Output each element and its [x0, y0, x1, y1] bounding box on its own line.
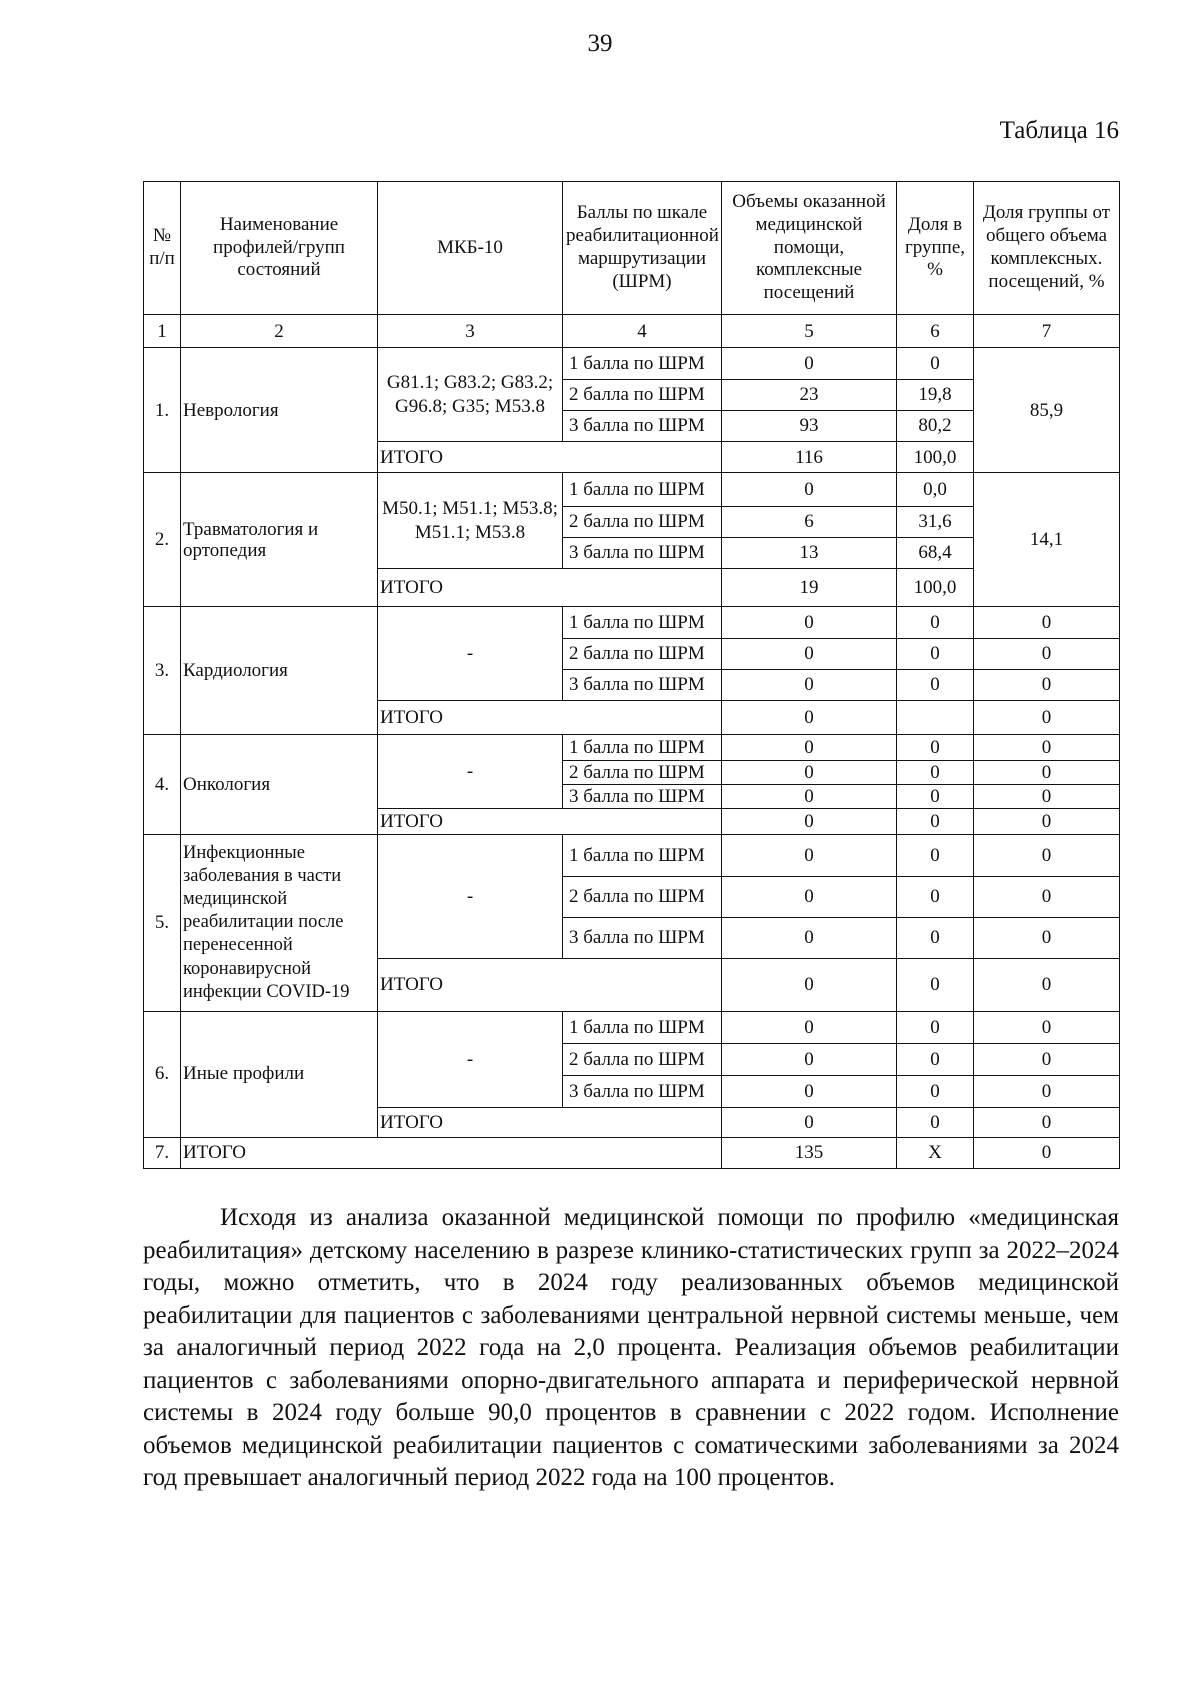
grand-total-number: 7. — [144, 1137, 181, 1168]
group-share-value: 0 — [974, 669, 1120, 700]
page-number: 39 — [587, 30, 613, 57]
column-number: 3 — [378, 315, 563, 348]
volume-value: 0 — [722, 735, 897, 760]
grand-total-share: X — [897, 1137, 974, 1168]
group-share-value: 0 — [974, 735, 1120, 760]
column-number: 7 — [974, 315, 1120, 348]
share-value: 0 — [897, 1011, 974, 1043]
total-label: ИТОГО — [378, 959, 722, 1011]
shrm-score: 1 балла по ШРМ — [563, 835, 722, 876]
header-mkb: МКБ-10 — [378, 182, 563, 315]
share-total: 100,0 — [897, 442, 974, 473]
shrm-score: 1 балла по ШРМ — [563, 473, 722, 506]
share-total: 0 — [897, 959, 974, 1011]
table-row — [144, 1011, 1120, 1043]
volume-total: 0 — [722, 1108, 897, 1137]
share-value: 0 — [897, 638, 974, 669]
volume-total: 116 — [722, 442, 897, 473]
volume-value: 0 — [722, 473, 897, 506]
group-number: 1. — [144, 348, 181, 473]
volume-value: 0 — [722, 669, 897, 700]
group-share-value: 0 — [974, 784, 1120, 808]
group-share-total: 0 — [974, 959, 1120, 1011]
shrm-score: 2 балла по ШРМ — [563, 379, 722, 410]
shrm-score: 1 балла по ШРМ — [563, 1011, 722, 1043]
group-number: 4. — [144, 735, 181, 835]
mkb-codes: - — [378, 1011, 563, 1108]
shrm-score: 1 балла по ШРМ — [563, 348, 722, 379]
group-share-total: 0 — [974, 1108, 1120, 1137]
share-value: 0 — [897, 1076, 974, 1108]
share-value: 0 — [897, 348, 974, 379]
mkb-codes: - — [378, 735, 563, 809]
mkb-codes: M50.1; M51.1; M53.8; M51.1; M53.8 — [378, 473, 563, 569]
header-shrm: Баллы по шкале реабилитационной маршрутизации (ШРМ) — [563, 182, 722, 315]
share-value: 0,0 — [897, 473, 974, 506]
volume-value: 0 — [722, 876, 897, 917]
share-value: 19,8 — [897, 379, 974, 410]
volume-value: 0 — [722, 348, 897, 379]
share-value: 0 — [897, 760, 974, 784]
volume-value: 0 — [722, 1011, 897, 1043]
group-share-value: 0 — [974, 835, 1120, 876]
total-label: ИТОГО — [378, 1108, 722, 1137]
table-caption: Таблица 16 — [999, 117, 1119, 144]
shrm-score: 3 балла по ШРМ — [563, 669, 722, 700]
mkb-codes: - — [378, 835, 563, 959]
shrm-score: 3 балла по ШРМ — [563, 410, 722, 441]
group-number: 5. — [144, 835, 181, 1011]
group-name: Неврология — [181, 348, 378, 473]
group-name: Инфекционные заболевания в части медицинской реабилитации после перенесенной коронавирусной инфекции COVID-19 — [181, 835, 378, 1011]
share-value: 0 — [897, 917, 974, 958]
volume-value: 6 — [722, 506, 897, 537]
volume-value: 0 — [722, 835, 897, 876]
volume-total: 0 — [722, 701, 897, 735]
share-value: 0 — [897, 735, 974, 760]
volume-value: 0 — [722, 760, 897, 784]
share-total: 0 — [897, 1108, 974, 1137]
group-number: 6. — [144, 1011, 181, 1137]
mkb-codes: - — [378, 607, 563, 701]
grand-total-label: ИТОГО — [181, 1137, 722, 1168]
shrm-score: 2 балла по ШРМ — [563, 506, 722, 537]
group-name: Иные профили — [181, 1011, 378, 1137]
shrm-score: 2 балла по ШРМ — [563, 638, 722, 669]
shrm-score: 1 балла по ШРМ — [563, 735, 722, 760]
table-row — [144, 473, 1120, 506]
grand-total-volume: 135 — [722, 1137, 897, 1168]
share-total: 100,0 — [897, 569, 974, 607]
volume-total: 0 — [722, 809, 897, 835]
shrm-score: 2 балла по ШРМ — [563, 760, 722, 784]
header-group-share: Доля группы от общего объема комплексных. посещений, % — [974, 182, 1120, 315]
group-name: Травматология и ортопедия — [181, 473, 378, 607]
total-label: ИТОГО — [378, 809, 722, 835]
group-share-value: 0 — [974, 638, 1120, 669]
group-name: Онкология — [181, 735, 378, 835]
shrm-score: 3 балла по ШРМ — [563, 784, 722, 808]
volume-total: 19 — [722, 569, 897, 607]
analysis-paragraph: Исходя из анализа оказанной медицинской помощи по профилю «медицинская реабилитация» детскому населению в разрезе клинико-статистических групп за 2022–2024 годы, можно отметить, что в 2024 году реализованных объемов медицинской реабилитации для пациентов с заболеваниями центральной нервной системы меньше, чем за аналогичный период 2022 года на 2,0 процента. Реализация объемов реабилитации пациентов с заболеваниями опорно-двигательного аппарата и периферической нервной системы в 2024 году больше 90,0 процентов в сравнении с 2022 годом. Исполнение объемов медицинской реабилитации пациентов с соматическими заболеваниями за 2024 год превышает аналогичный период 2022 года на 100 процентов. — [143, 1204, 1119, 1491]
share-value: 0 — [897, 1043, 974, 1075]
share-value: 68,4 — [897, 537, 974, 568]
volume-value: 93 — [722, 410, 897, 441]
column-number: 6 — [897, 315, 974, 348]
share-total — [897, 701, 974, 735]
header-row — [144, 182, 1120, 315]
volume-value: 13 — [722, 537, 897, 568]
group-number: 3. — [144, 607, 181, 735]
mkb-codes: G81.1; G83.2; G83.2; G96.8; G35; M53.8 — [378, 348, 563, 442]
total-label: ИТОГО — [378, 569, 722, 607]
group-share-value: 14,1 — [974, 473, 1120, 607]
table-row — [144, 348, 1120, 379]
share-value: 0 — [897, 784, 974, 808]
shrm-score: 3 балла по ШРМ — [563, 1076, 722, 1108]
shrm-score: 3 балла по ШРМ — [563, 537, 722, 568]
share-value: 0 — [897, 876, 974, 917]
volume-value: 0 — [722, 638, 897, 669]
group-share-value: 0 — [974, 1043, 1120, 1075]
group-number: 2. — [144, 473, 181, 607]
table-row — [144, 835, 1120, 876]
share-value: 0 — [897, 669, 974, 700]
total-label: ИТОГО — [378, 442, 722, 473]
group-share-total: 0 — [974, 809, 1120, 835]
volume-value: 0 — [722, 784, 897, 808]
volume-value: 23 — [722, 379, 897, 410]
header-share: Доля в группе, % — [897, 182, 974, 315]
group-share-value: 0 — [974, 1011, 1120, 1043]
column-number-row — [144, 315, 1120, 348]
share-value: 0 — [897, 835, 974, 876]
volume-value: 0 — [722, 1043, 897, 1075]
volume-value: 0 — [722, 917, 897, 958]
share-value: 0 — [897, 607, 974, 638]
column-number: 5 — [722, 315, 897, 348]
share-total: 0 — [897, 809, 974, 835]
shrm-score: 2 балла по ШРМ — [563, 1043, 722, 1075]
grand-total-row — [144, 1137, 1120, 1168]
group-share-value: 0 — [974, 876, 1120, 917]
header-volume: Объемы оказанной медицинской помощи, комплексные посещений — [722, 182, 897, 315]
group-name: Кардиология — [181, 607, 378, 735]
volume-value: 0 — [722, 1076, 897, 1108]
header-num: № п/п — [144, 182, 181, 315]
shrm-score: 3 балла по ШРМ — [563, 917, 722, 958]
shrm-score: 2 балла по ШРМ — [563, 876, 722, 917]
share-value: 31,6 — [897, 506, 974, 537]
column-number: 2 — [181, 315, 378, 348]
table-row — [144, 607, 1120, 638]
group-share-value: 0 — [974, 917, 1120, 958]
group-share-total: 0 — [974, 701, 1120, 735]
rehab-volume-table — [143, 181, 1120, 1169]
group-share-value: 0 — [974, 607, 1120, 638]
grand-total-group-share: 0 — [974, 1137, 1120, 1168]
group-share-value: 85,9 — [974, 348, 1120, 473]
share-value: 80,2 — [897, 410, 974, 441]
shrm-score: 1 балла по ШРМ — [563, 607, 722, 638]
group-share-value: 0 — [974, 1076, 1120, 1108]
volume-total: 0 — [722, 959, 897, 1011]
column-number: 1 — [144, 315, 181, 348]
total-label: ИТОГО — [378, 701, 722, 735]
volume-value: 0 — [722, 607, 897, 638]
table-row — [144, 735, 1120, 760]
column-number: 4 — [563, 315, 722, 348]
group-share-value: 0 — [974, 760, 1120, 784]
header-profile: Наименование профилей/групп состояний — [181, 182, 378, 315]
